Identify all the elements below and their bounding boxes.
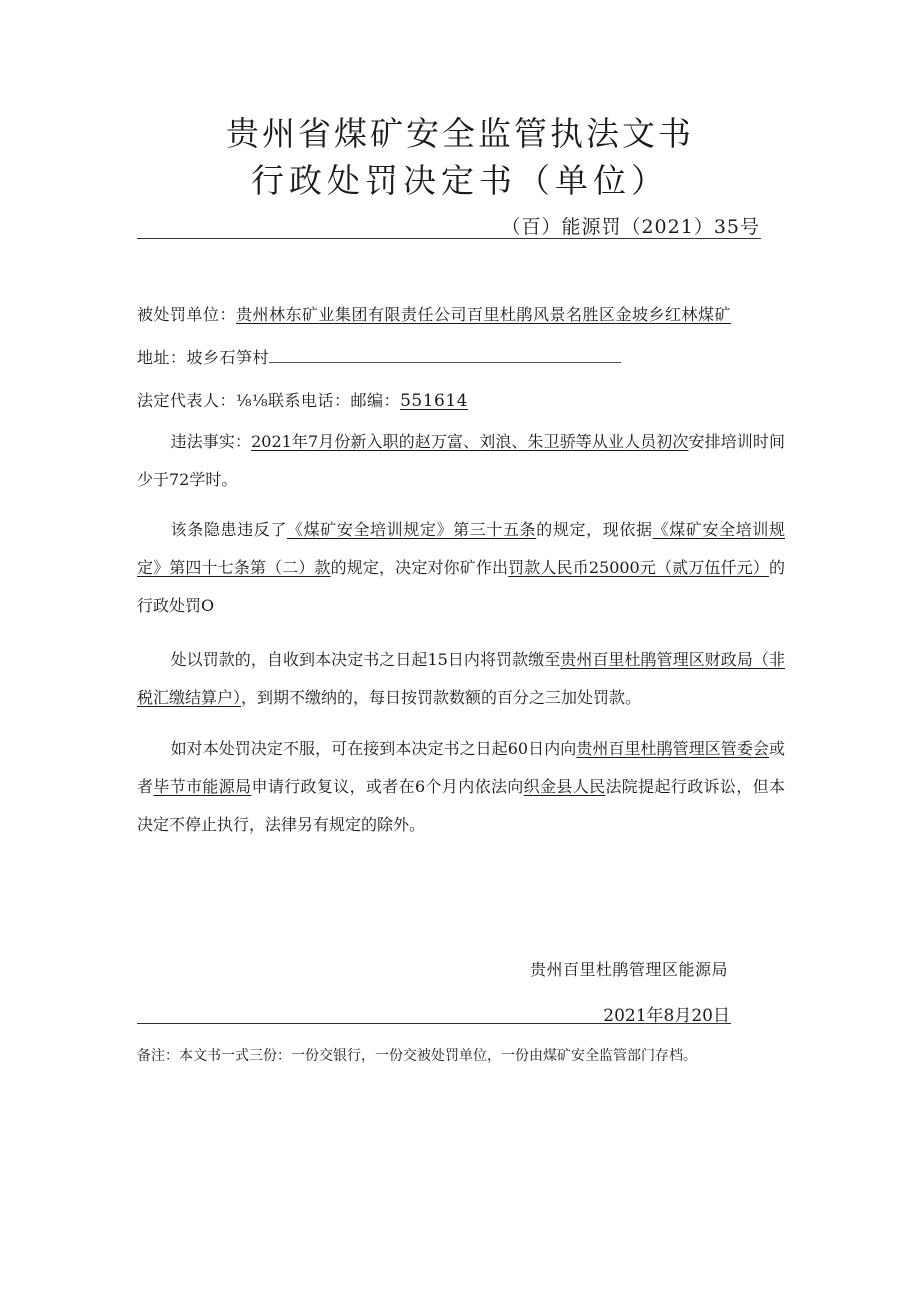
address-value: 坡乡石笋村: [186, 348, 270, 367]
appeal-text-1: 如对本处罚决定不服，可在接到本决定书之日起60日内向: [170, 739, 577, 758]
postcode-value: 551614: [400, 391, 468, 411]
violation-text-4: 的行政处罚O: [137, 558, 785, 615]
violation-basis-paragraph: [137, 511, 785, 625]
penalized-unit-label: 被处罚单位：: [137, 305, 237, 324]
signature-divider: [137, 1023, 731, 1024]
violation-facts-paragraph: [137, 423, 785, 499]
violation-text-2: 的规定，现依据: [536, 520, 653, 539]
appeal-text-4: 法院提起行政诉讼，但本决定不停止执行，法律另有规定的除外。: [137, 777, 785, 834]
facts-label: 违法事实：: [170, 432, 252, 451]
appeal-text-2: 或者: [137, 739, 785, 796]
payment-text-2: ，到期不缴纳的，每日按罚款数额的百分之三加处罚款。: [241, 688, 642, 707]
penalized-unit-field: [137, 302, 731, 325]
penalty-amount: 罚款人民币25000元（贰万伍仟元）: [508, 558, 769, 577]
representative-field: [137, 388, 468, 411]
issuing-authority: 贵州百里杜鹃管理区能源局: [529, 960, 728, 979]
representative-label: 法定代表人：: [137, 391, 237, 410]
appeal-authority-2: 毕节市能源局: [153, 777, 252, 796]
penalty-regulation: 《煤矿安全培训规定》第四十七条第（二）款: [137, 520, 785, 577]
header-divider: [137, 238, 761, 239]
facts-value: 2021年7月份新入职的赵万富、刘浪、朱卫骄等从业人员初次: [251, 432, 689, 451]
payment-account: 贵州百里杜鹃管理区财政局（非税汇缴结算户）: [137, 650, 785, 707]
footer-note: 备注：本文书一式三份：一份交银行，一份交被处罚单位，一份由煤矿安全监管部门存档。: [137, 1048, 697, 1064]
document-subtitle: 行政处罚决定书（单位）: [251, 161, 669, 200]
address-label: 地址：: [137, 348, 187, 367]
address-blank-line: [269, 348, 621, 363]
payment-paragraph: [137, 641, 785, 717]
penalized-unit-value: 贵州林东矿业集团有限责任公司百里杜鹃风景名胜区金坡乡红林煤矿: [236, 305, 732, 324]
document-title: 贵州省煤矿安全监管执法文书: [226, 114, 694, 153]
violation-text-3: 的规定，决定对你矿作出: [330, 558, 509, 577]
address-field: [137, 345, 621, 368]
appeal-authority-1: 贵州百里杜鹃管理区管委会: [576, 739, 769, 758]
violation-text-1: 该条隐患违反了: [170, 520, 287, 539]
representative-value: ⅛⅛: [236, 391, 269, 410]
appeal-court: 织金县人民: [523, 777, 606, 796]
appeal-text-3: 申请行政复议，或者在6个月内依法向: [251, 777, 524, 796]
violated-regulation: 《煤矿安全培训规定》第三十五条: [286, 520, 537, 539]
issue-date: 2021年8月20日: [603, 1006, 730, 1026]
postcode-label: 邮编：: [350, 391, 401, 410]
facts-tail: 安排培训时间少于72学时。: [137, 432, 785, 489]
document-number: （百）能源罚（2021）35号: [501, 216, 760, 238]
phone-label: 联系电话：: [268, 391, 351, 410]
payment-text-1: 处以罚款的，自收到本决定书之日起15日内将罚款缴至: [170, 650, 561, 669]
appeal-paragraph: [137, 730, 785, 844]
